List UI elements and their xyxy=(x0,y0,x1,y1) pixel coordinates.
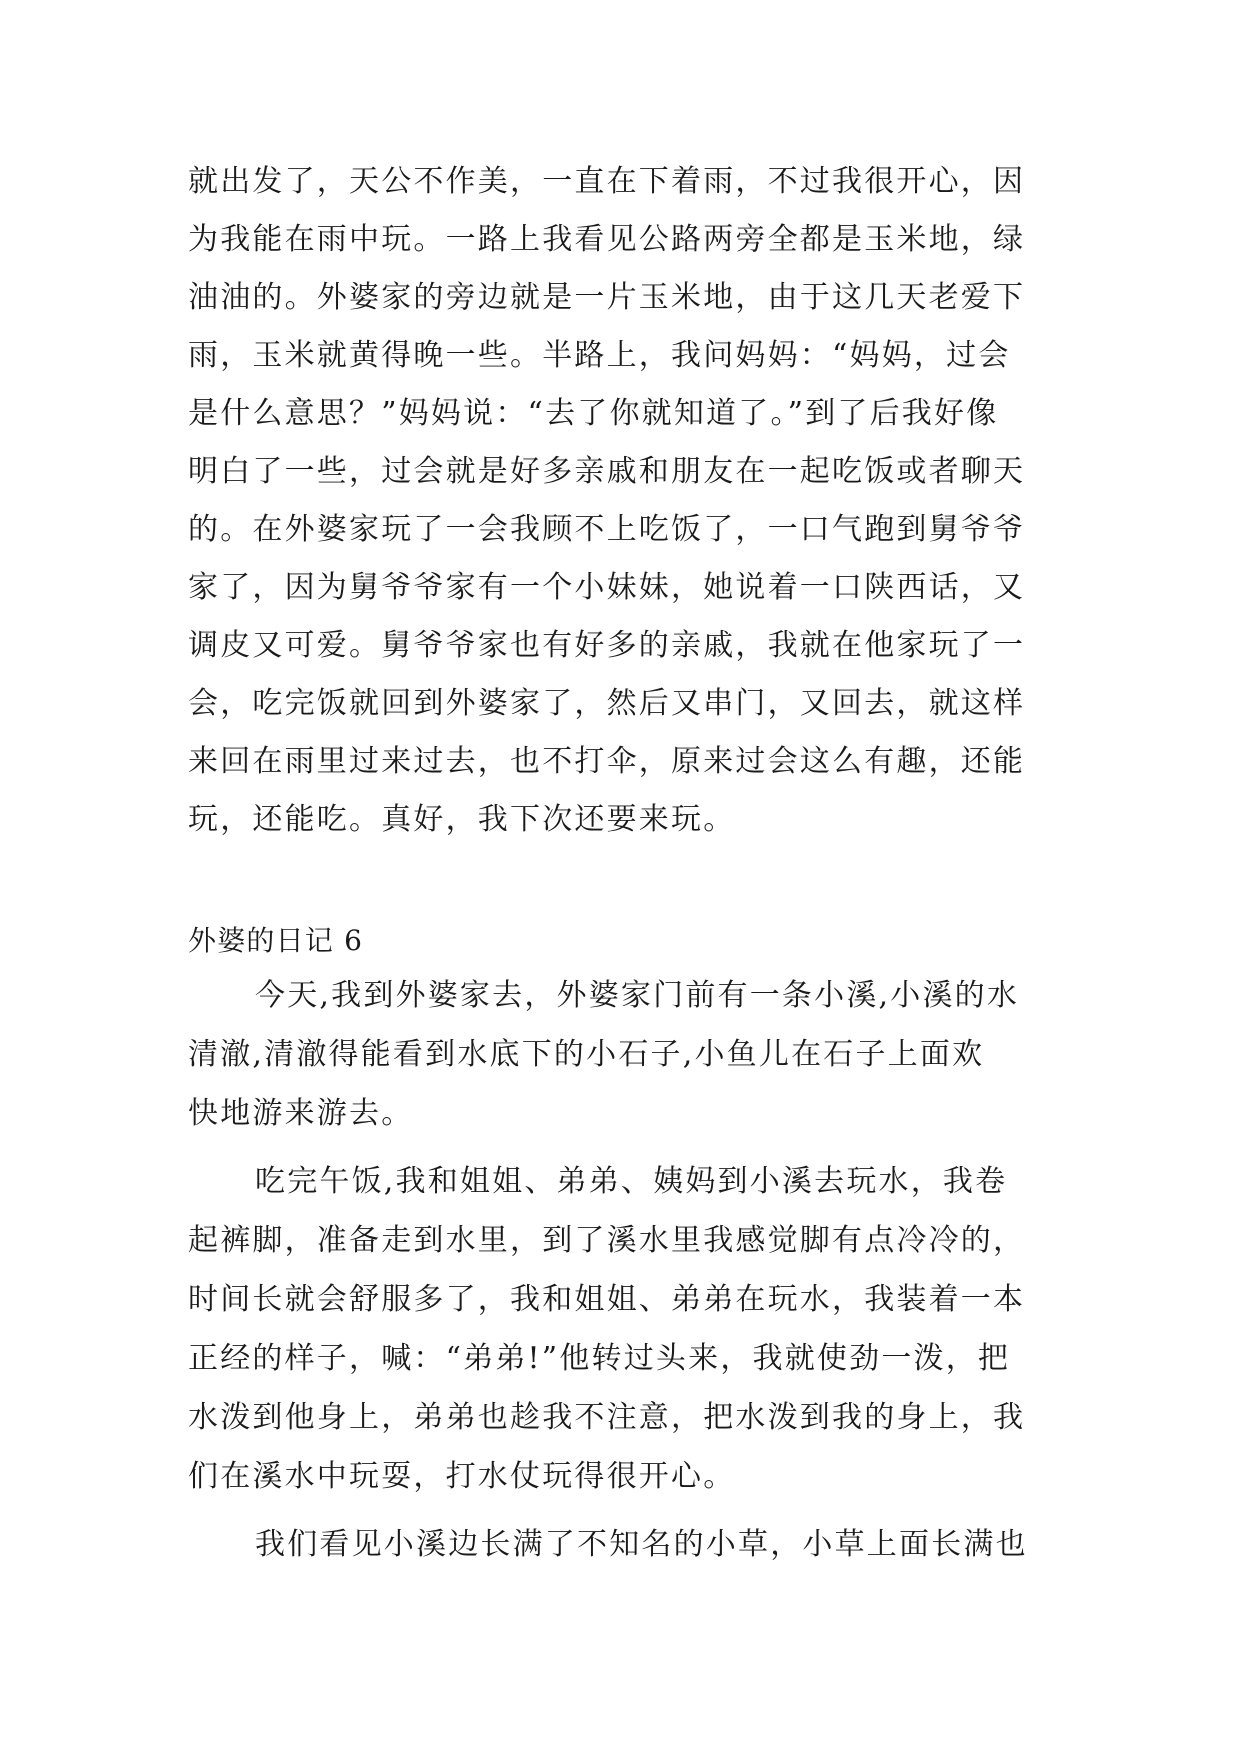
text-line: 油油的。外婆家的旁边就是一片玉米地，由于这几天老爱下 xyxy=(188,280,1026,315)
text-line: 们在溪水中玩耍，打水仗玩得很开心。 xyxy=(188,1459,736,1494)
text-line: 是什么意思？”妈妈说：“去了你就知道了。”到了后我好像 xyxy=(188,396,999,431)
text-line: 会，吃完饭就回到外婆家了，然后又串门，又回去，就这样 xyxy=(188,686,1026,721)
text-line: 我们看见小溪边长满了不知名的小草，小草上面长满也 xyxy=(255,1527,1028,1562)
text-line: 就出发了，天公不作美，一直在下着雨，不过我很开心，因 xyxy=(188,164,1026,199)
text-line: 吃完午饭,我和姐姐、弟弟、姨妈到小溪去玩水，我卷 xyxy=(255,1164,1008,1199)
text-line: 今天,我到外婆家去，外婆家门前有一条小溪,小溪的水 xyxy=(255,978,1020,1013)
text-line: 快地游来游去。 xyxy=(188,1096,414,1131)
text-line: 时间长就会舒服多了，我和姐姐、弟弟在玩水，我装着一本 xyxy=(188,1282,1026,1317)
text-line: 正经的样子，喊：“弟弟!”他转过头来，我就使劲一泼，把 xyxy=(188,1341,1011,1376)
text-line: 雨，玉米就黄得晚一些。半路上，我问妈妈：“妈妈，过会 xyxy=(188,338,1011,373)
text-line: 调皮又可爱。舅爷爷家也有好多的亲戚，我就在他家玩了一 xyxy=(188,628,1026,663)
text-line: 起裤脚，准备走到水里，到了溪水里我感觉脚有点冷冷的， xyxy=(188,1223,1026,1258)
text-line: 来回在雨里过来过去，也不打伞，原来过会这么有趣，还能 xyxy=(188,744,1026,779)
text-line: 明白了一些，过会就是好多亲戚和朋友在一起吃饭或者聊天 xyxy=(188,454,1026,489)
text-line: 玩，还能吃。真好，我下次还要来玩。 xyxy=(188,802,736,837)
section-heading: 外婆的日记 6 xyxy=(188,924,364,957)
text-line: 水泼到他身上，弟弟也趁我不注意，把水泼到我的身上，我 xyxy=(188,1400,1026,1435)
text-line: 清澈,清澈得能看到水底下的小石子,小鱼儿在石子上面欢 xyxy=(188,1037,985,1072)
text-line: 为我能在雨中玩。一路上我看见公路两旁全都是玉米地，绿 xyxy=(188,222,1026,257)
text-line: 家了，因为舅爷爷家有一个小妹妹，她说着一口陕西话，又 xyxy=(188,570,1026,605)
text-line: 的。在外婆家玩了一会我顾不上吃饭了，一口气跑到舅爷爷 xyxy=(188,512,1026,547)
